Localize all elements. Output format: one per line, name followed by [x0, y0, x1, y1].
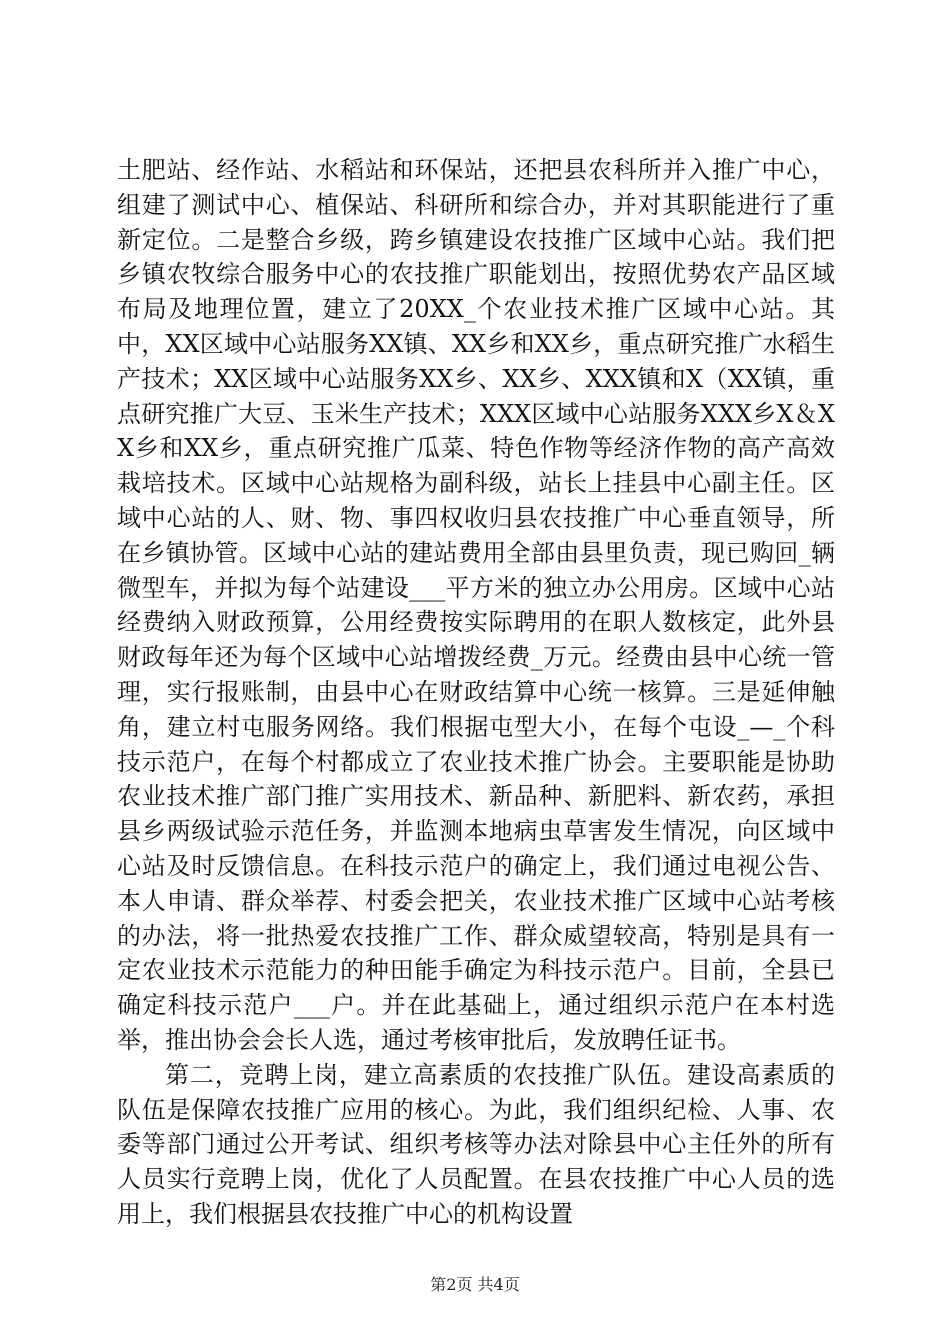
document-body [117, 153, 835, 1232]
paragraph-second-point: 第二，竞聘上岗，建立高素质的农技推广队伍。建设高素质的队伍是保障农技推广应用的核心。为此，我们组织纪检、人事、农委等部门通过公开考试、组织考核等办法对除县中心主任外的所有人员实行竞聘上岗，优化了人员配置。在县农技推广中心人员的选用上，我们根据县农技推广中心的机构设置 [117, 1060, 835, 1228]
paragraph-continuation: 土肥站、经作站、水稻站和环保站，还把县农科所并入推广中心，组建了测试中心、植保站、科研所和综合办，并对其职能进行了重新定位。二是整合乡级，跨乡镇建设农技推广区域中心站。我们把乡镇农牧综合服务中心的农技推广职能划出，按照优势农产品区域布局及地理位置，建立了20XX_个农业技术推广区域中心站。其中，XX区域中心站服务XX镇、XX乡和XX乡，重点研究推广水稻生产技术；XX区域中心站服务XX乡、XX乡、XXX镇和X（XX镇，重点研究推广大豆、玉米生产技术；XXX区域中心站服务XXX乡X＆XX乡和XX乡，重点研究推广瓜菜、特色作物等经济作物的高产高效栽培技术。区域中心站规格为副科级，站长上挂县中心副主任。区域中心站的人、财、物、事四权收归县农技推广中心垂直领导，所在乡镇协管。区域中心站的建站费用全部由县里负责，现已购回_辆微型车，并拟为每个站建设___平方米的独立办公用房。区域中心站经费纳入财政预算，公用经费按实际聘用的在职人数核定，此外县财政每年还为每个区域中心站增拨经费_万元。经费由县中心统一管理，实行报账制，由县中心在财政结算中心统一核算。三是延伸触角，建立村屯服务网络。我们根据屯型大小，在每个屯设_—_个科技示范户，在每个村都成立了农业技术推广协会。主要职能是协助农业技术推广部门推广实用技术、新品种、新肥料、新农药，承担县乡两级试验示范任务，并监测本地病虫草害发生情况，向区域中心站及时反馈信息。在科技示范户的确定上，我们通过电视公告、本人申请、群众举荐、村委会把关，农业技术推广区域中心站考核的办法，将一批热爱农技推广工作、群众威望较高，特别是具有一定农业技术示范能力的种田能手确定为科技示范户。目前，全县已确定科技示范户___户。并在此基础上，通过组织示范户在本村选举，推出协会会长人选，通过考核审批后，发放聘任证书。 [117, 156, 835, 1054]
page-number-footer: 第2页 共4页 [430, 1275, 520, 1294]
